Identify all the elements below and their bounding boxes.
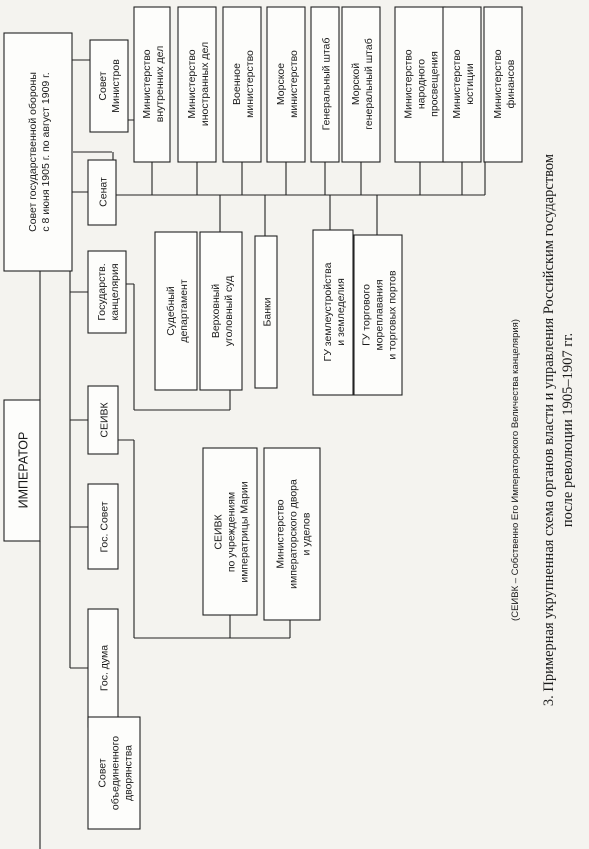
label-line: Министерство (274, 499, 287, 569)
label-line: Морской (350, 62, 362, 106)
label-line: генеральный штаб (363, 38, 376, 130)
label-line: Государств. (96, 263, 108, 321)
label-line: императрицы Марии (238, 481, 251, 583)
label-line: народного (415, 58, 428, 110)
banks-label (262, 297, 274, 326)
label-line: министерство (244, 50, 257, 118)
label-line: и земледелия (335, 278, 348, 346)
ministry-finance-label (492, 49, 517, 118)
supreme-court-label (210, 276, 235, 347)
general-staff-label (321, 38, 333, 131)
label-line: финансов (505, 59, 518, 109)
seivk-maria-box[interactable] (203, 448, 257, 615)
label-line: мореплавания (373, 279, 386, 351)
label-line: ГУ торгового (360, 284, 373, 346)
caption-line-1: 3. Примерная укрупненная схема органов власти и управления Российским государством (541, 153, 557, 707)
label-line: Генеральный штаб (320, 37, 333, 131)
nobility-council-box[interactable] (88, 717, 140, 829)
ministry-education-box[interactable] (395, 7, 445, 162)
gu-trade-box[interactable] (354, 235, 402, 395)
label-line: Совет (97, 71, 109, 101)
seivk-box[interactable] (88, 386, 118, 454)
label-line: Министров (110, 59, 123, 113)
council-of-ministers-box[interactable] (90, 40, 128, 132)
senate-label (98, 177, 110, 207)
label-line: СЕИВК (98, 402, 111, 438)
label-line: Военное (231, 63, 243, 105)
emperor-box[interactable] (4, 400, 40, 541)
ministry-foreign-label (186, 42, 211, 126)
banks-box[interactable] (255, 236, 277, 388)
label-line: канцелярия (109, 263, 122, 321)
label-line: Судебный (165, 286, 177, 336)
abbreviation-note: (СЕИВК – Собственно Его Императорского Величества канцелярия) (510, 319, 521, 621)
senate-box[interactable] (88, 160, 116, 225)
label-line: просвещения (428, 51, 441, 117)
ministry-finance-box[interactable] (484, 7, 522, 162)
ministry-war-box[interactable] (223, 7, 261, 162)
naval-general-staff-box[interactable] (342, 7, 380, 162)
supreme-court-box[interactable] (200, 232, 242, 390)
gu-land-box[interactable] (313, 230, 353, 395)
label-line: министерство (288, 50, 301, 118)
label-line: императорского двора (287, 479, 300, 589)
state-duma-label (99, 645, 111, 691)
label-line: дворянства (122, 745, 135, 801)
ministry-education-label (403, 49, 441, 118)
label-line: Верховный (210, 283, 222, 339)
label-line: Совет (96, 758, 109, 788)
label-line: Совет государственной обороны (27, 72, 39, 232)
label-line: Министерство (402, 49, 415, 119)
label-line: с 8 июня 1905 г. по август 1909 г. (40, 72, 53, 232)
ministry-interior-label (141, 46, 166, 123)
label-line: ИМПЕРАТОР (16, 431, 31, 509)
label-line: и уделов (300, 512, 313, 556)
caption-line-2: после революции 1905–1907 гг. (560, 332, 576, 528)
state-chancellery-box[interactable] (88, 251, 126, 333)
label-line: внутренних дел (154, 45, 167, 123)
ministry-foreign-box[interactable] (178, 7, 216, 162)
label-line: Министерство (141, 49, 153, 119)
defense-council-box[interactable] (4, 33, 72, 271)
label-line: объединенного (109, 735, 122, 811)
ministry-interior-box[interactable] (134, 7, 170, 162)
state-council-box[interactable] (88, 484, 118, 569)
label-line: по учреждениям (225, 491, 238, 573)
judicial-department-box[interactable] (155, 232, 197, 390)
label-line: Министерство (492, 49, 504, 119)
label-line: Банки (261, 297, 274, 327)
label-line: Министерство (451, 49, 463, 119)
label-line: Гос. Совет (98, 501, 111, 553)
label-line: СЕИВК (212, 514, 225, 550)
state-council-label (99, 501, 111, 552)
label-line: юстиции (464, 63, 477, 105)
label-line: департамент (178, 279, 191, 343)
state-duma-box[interactable] (88, 609, 118, 727)
label-line: ГУ землеустройства (322, 262, 334, 362)
ministry-justice-box[interactable] (443, 7, 481, 162)
label-line: Сенат (97, 177, 110, 207)
label-line: Министерство (186, 49, 198, 119)
ministry-navy-box[interactable] (267, 7, 305, 162)
label-line: Гос. дума (98, 644, 111, 692)
state-chancellery-label (96, 263, 121, 320)
label-line: и торговых портов (386, 270, 399, 360)
emperor-label (16, 432, 30, 509)
defense-council-label (27, 72, 52, 232)
judicial-department-label (165, 279, 190, 342)
seivk-label (99, 401, 111, 437)
label-line: Морское (275, 62, 287, 106)
general-staff-box[interactable] (311, 7, 339, 162)
label-line: уголовный суд (223, 275, 236, 347)
ministry-court-box[interactable] (264, 448, 320, 620)
label-line: иностранных дел (199, 41, 212, 127)
